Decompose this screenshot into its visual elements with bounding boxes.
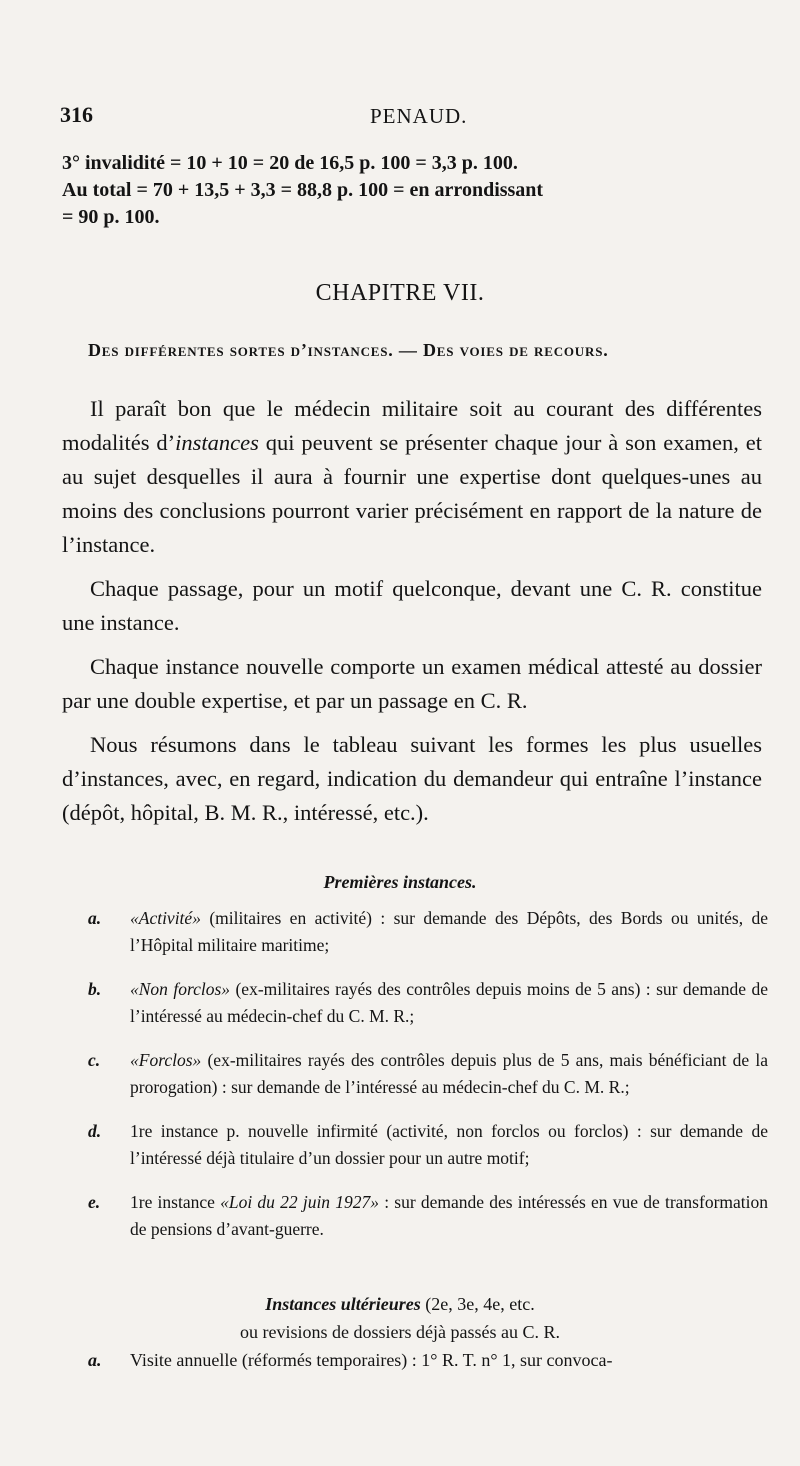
list-item-letter: a. <box>88 908 102 928</box>
first-instances-heading: Premières instances. <box>323 872 477 892</box>
list-item <box>88 1350 800 1371</box>
list-item-text-b: : sur demande des intéressés en vue de transformation de pensions d’avant-guerre. <box>130 1192 768 1239</box>
first-instances-list <box>88 905 768 1260</box>
paragraph-3: Chaque instance nouvelle comporte un examen médical attesté au dossier par une double expertise, et par un passage en C. R. <box>62 654 762 713</box>
paragraph-1-italic: instances <box>175 430 259 455</box>
body-text <box>62 392 762 830</box>
paragraph-1-part-a: Il paraît bon que le médecin militaire soit au courant des différentes modalités d’ <box>62 396 762 455</box>
list-item-italic: «Loi du 22 juin 1927» <box>220 1192 380 1212</box>
page-header <box>60 102 760 134</box>
running-title: PENAUD. <box>370 104 468 128</box>
list-item-letter: d. <box>88 1121 102 1141</box>
section-title: Des différentes sortes d’instances. — Des voies de recours. <box>88 340 609 360</box>
list-item-term: «Forclos» <box>130 1050 202 1070</box>
list-item <box>88 1118 768 1172</box>
list-item-text: Visite annuelle (réformés temporaires) : 1° R. T. n° 1, sur convoca- <box>130 1350 613 1370</box>
calculation-line-2: Au total = 70 + 13,5 + 3,3 = 88,8 p. 100 = en arrondissant <box>62 179 544 201</box>
list-item <box>88 1189 768 1243</box>
later-instances-subtitle: ou revisions de dossiers déjà passés au C. R. <box>240 1322 560 1342</box>
list-item <box>88 905 768 959</box>
later-instances-title: Instances ultérieures <box>265 1294 421 1314</box>
paragraph-1-part-b: qui peuvent se présenter chaque jour à son examen, et au sujet desquelles il aura à fournir une expertise dont quelques-unes au moins des conclusions pourront varier précisément en rapport de la nature de l’instance. <box>62 430 762 557</box>
chapter-title: CHAPITRE VII. <box>315 280 485 306</box>
list-item <box>88 976 768 1030</box>
list-item-term: «Activité» <box>130 908 201 928</box>
later-instances-heading <box>0 1290 800 1346</box>
calculation-lines <box>62 150 762 231</box>
list-item <box>88 1047 768 1101</box>
list-item-letter: b. <box>88 979 102 999</box>
paragraph-1 <box>62 392 762 562</box>
list-item-text-a: 1re instance <box>130 1192 221 1212</box>
list-item-text: 1re instance p. nouvelle infirmité (activité, non forclos ou forclos) : sur demande de l’intéressé déjà titulaire d’un dossier pour un autre motif; <box>130 1121 768 1168</box>
paragraph-4: Nous résumons dans le tableau suivant les formes les plus usuelles d’instances, avec, en regard, indication du demandeur qui entraîne l’instance (dépôt, hôpital, B. M. R., intéressé, etc.). <box>62 732 762 825</box>
list-item-letter: e. <box>88 1192 101 1212</box>
list-item-term: «Non forclos» <box>130 979 231 999</box>
calculation-line-1: 3° invalidité = 10 + 10 = 20 de 16,5 p. 100 = 3,3 p. 100. <box>62 152 518 174</box>
page-number: 316 <box>60 102 93 127</box>
list-item-letter: a. <box>88 1350 102 1370</box>
later-instances-title-rest: (2e, 3e, 4e, etc. <box>420 1294 535 1314</box>
list-item-letter: c. <box>88 1050 101 1070</box>
list-item-text: (ex-militaires rayés des contrôles depuis plus de 5 ans, mais bénéficiant de la prorogation) : sur demande de l’intéressé au médecin-chef du C. M. R.; <box>130 1050 768 1097</box>
list-item-text: (militaires en activité) : sur demande des Dépôts, des Bords ou unités, de l’Hôpital militaire maritime; <box>130 908 768 955</box>
list-item-text: (ex-militaires rayés des contrôles depuis moins de 5 ans) : sur demande de l’intéressé au médecin-chef du C. M. R.; <box>130 979 768 1026</box>
paragraph-2: Chaque passage, pour un motif quelconque, devant une C. R. constitue une instance. <box>62 576 762 635</box>
calculation-line-3: = 90 p. 100. <box>62 206 160 228</box>
